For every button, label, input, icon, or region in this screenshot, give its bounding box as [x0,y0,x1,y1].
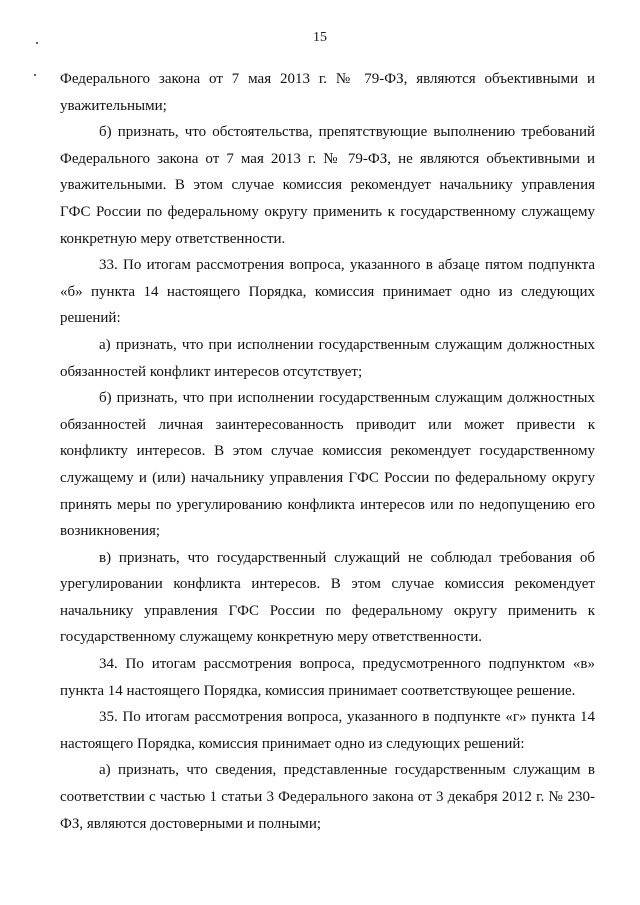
document-body [60,66,595,837]
paragraph-34: 34. По итогам рассмотрения вопроса, предусмотренного подпунктом «в» пункта 14 настоящего Порядка, комиссия принимает соответствующее решение. [60,656,595,699]
paragraph-continuation: Федерального закона от 7 мая 2013 г. № 79-ФЗ, являются объективными и уважительными; [60,71,595,114]
paragraph-35: 35. По итогам рассмотрения вопроса, указанного в подпункте «г» пункта 14 настоящего Порядка, комиссия принимает одно из следующих решений: [60,709,595,752]
page-number: 15 [313,30,327,45]
paragraph-35-a: а) признать, что сведения, представленные государственным служащим в соответствии с частью 1 статьи 3 Федерального закона от 3 декабря 2012 г. № 230-ФЗ, являются достоверными и полными; [60,762,595,832]
paragraph-33-v: в) признать, что государственный служащий не соблюдал требования об урегулировании конфликта интересов. В этом случае комиссия рекомендует начальнику управления ГФС России по федеральному округу применить к государственному служащему конкретную меру ответственности. [60,549,595,646]
paragraph-33-b: б) признать, что при исполнении государственным служащим должностных обязанностей личная заинтересованность приводит или может привести к конфликту интересов. В этом случае комиссия рекомендует государственному служащему и (или) начальнику управления ГФС России по федеральному округу принять меры по урегулированию конфликта интересов или по недопущению его возникновения; [60,390,595,540]
scan-speck [36,42,38,44]
paragraph-item-b-objective: б) признать, что обстоятельства, препятствующие выполнению требований Федерального закона от 7 мая 2013 г. № 79-ФЗ, не являются объективными и уважительными. В этом случае комиссия рекомендует начальнику управления ГФС России по федеральному округу применить к государственному служащему конкретную меру ответственности. [60,124,595,247]
scan-speck [34,74,36,76]
paragraph-33-a: а) признать, что при исполнении государственным служащим должностных обязанностей конфликт интересов отсутствует; [60,336,595,380]
paragraph-33: 33. По итогам рассмотрения вопроса, указанного в абзаце пятом подпункта «б» пункта 14 настоящего Порядка, комиссия принимает одно из следующих решений: [60,257,595,327]
